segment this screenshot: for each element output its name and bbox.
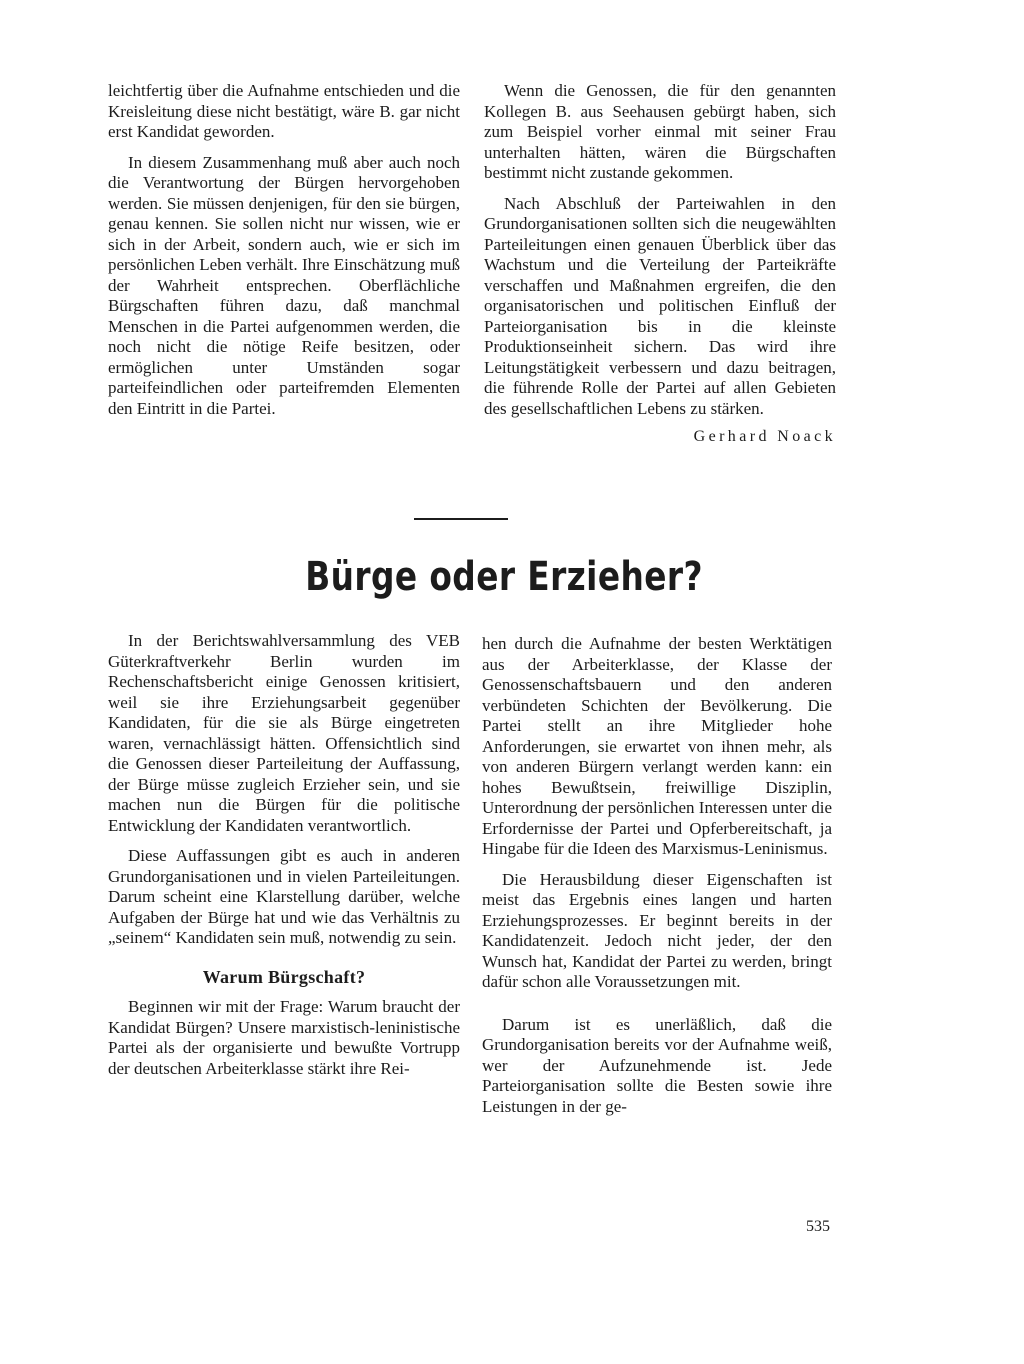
paragraph: Beginnen wir mit der Frage: Warum braucht der Kandidat Bürgen? Unsere marxistisch-leninistische Partei als der organisierte und bewußte Vortrupp der deutschen Arbeiterklasse stärkt ihre Rei- [108,997,460,1078]
paragraph: Darum ist es unerläßlich, daß die Grundorganisation bereits vor der Aufnahme weiß, wer der Aufzunehmende ist. Jede Parteiorganisation sollte die Besten sowie ihre Leistungen in der ge- [482,1014,832,1116]
section-divider [414,518,508,520]
column-article-right [482,634,832,1117]
paragraph: Wenn die Genossen, die für den genannten Kollegen B. aus Seehausen gebürgt haben, sich zum Beispiel vorher einmal mit seiner Frau unterhalten hätten, wären die Bürgschaften bestimmt nicht zustande gekommen. [484,81,836,182]
column-top-left [108,81,460,419]
author-signature: Gerhard Noack [693,428,836,445]
column-top-right [484,81,836,448]
paragraph: Nach Abschluß der Parteiwahlen in den Grundorganisationen sollten sich die neugewählten Parteileitungen einen genauen Überblick über das Wachstum und die Verteilung der Parteikräfte verschaffen und Maßnahmen ergreifen, die den organisatorischen und politischen Einfluß der Parteiorganisation bis in die kleinste Produktionseinheit sichern. Das wird ihre Leitungstätigkeit verbessern und dazu beitragen, die führende Rolle der Partei auf allen Gebieten des gesellschaftlichen Lebens zu stärken. [484,193,836,418]
paragraph: hen durch die Aufnahme der besten Werktätigen aus der Arbeiterklasse, der Klasse der Genossenschaftsbauern und den anderen verbündeten Schichten der Bevölkerung. Die Partei stellt an ihre Mitglieder hohe Anforderungen, sie erwartet von ihnen mehr, als von anderen Bürgern verlangt werden kann: ein hohes Bewußtsein, freiwillige Disziplin, Unterordnung der persönlichen Interessen unter die Erfordernisse der Partei und Opferbereitschaft, ja Hingabe für die Ideen des Marxismus-Leninismus. [482,634,832,858]
paragraph: Die Herausbildung dieser Eigenschaften ist meist das Ergebnis eines langen und harten Erziehungsprozesses. Er beginnt bereits in der Kandidatenzeit. Jedoch nicht jeder, der den Wunsch hat, Kandidat der Partei zu werden, bringt dafür schon alle Voraussetzungen mit. [482,869,832,991]
article-title: Bürge oder Erzieher? [305,554,703,600]
column-article-left [108,631,460,1079]
section-subheading: Warum Bürgschaft? [202,966,366,987]
page-number: 535 [806,1218,830,1235]
paragraph: leichtfertig über die Aufnahme entschieden und die Kreisleitung diese nicht bestätigt, wäre B. gar nicht erst Kandidat geworden. [108,81,460,141]
paragraph: Diese Auffassungen gibt es auch in anderen Grundorganisationen und in vielen Parteileitungen. Darum scheint eine Klarstellung darüber, welche Aufgaben der Bürge hat und wie das Verhältnis zu „seinem“ Kandidaten sein muß, notwendig zu sein. [108,846,460,947]
paragraph: In der Berichtswahlversammlung des VEB Güterkraftverkehr Berlin wurden im Rechenschaftsbericht einige Genossen kritisiert, weil sie ihre Erziehungsarbeit gegenüber Kandidaten, für die sie als Bürge eingetreten waren, vernachlässigt hätten. Offensichtlich sind die Genossen dieser Parteileitung der Auffassung, der Bürge müsse zugleich Erzieher sein, und sie machen nun die Bürgen für die politische Entwicklung der Kandidaten verantwortlich. [108,631,460,835]
paragraph: In diesem Zusammenhang muß aber auch noch die Verantwortung der Bürgen hervorgehoben werden. Sie müssen denjenigen, für den sie bürgen, genau kennen. Sie sollen nicht nur wissen, wie er sich in der Arbeit, sondern auch, wie er sich im persönlichen Leben verhält. Ihre Einschätzung muß der Wahrheit entsprechen. Oberflächliche Bürgschaften führen dazu, daß manchmal Menschen in die Partei aufgenommen werden, die noch nicht die nötige Reife besitzen, oder ermöglichen unter Umständen sogar parteifeindlichen oder parteifremden Elementen den Eintritt in die Partei. [108,152,460,418]
